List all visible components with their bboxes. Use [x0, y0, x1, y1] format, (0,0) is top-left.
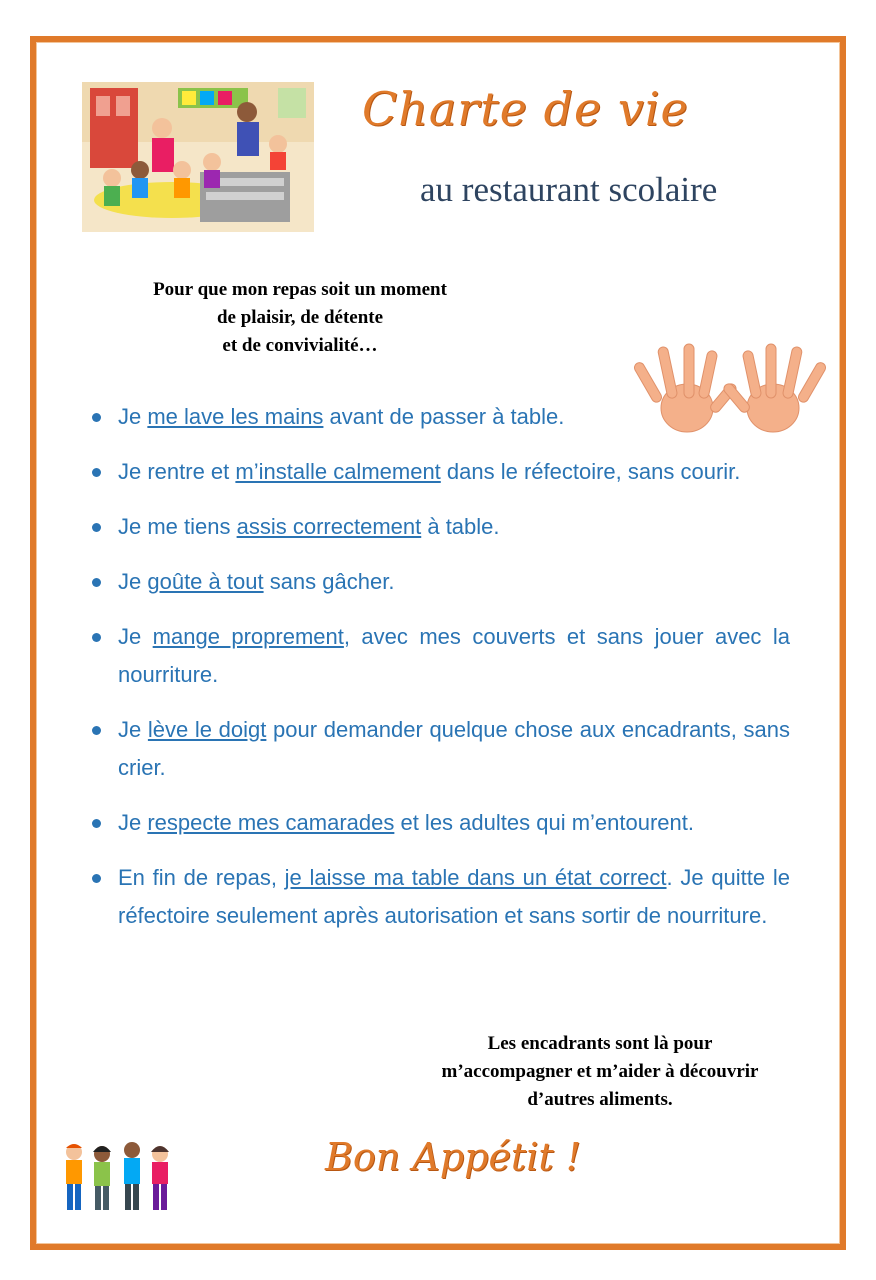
closing-line: m’accompagner et m’aider à découvrir [441, 1061, 759, 1082]
children-illustration [58, 1140, 178, 1214]
rule-item: Je mange proprement, avec mes couverts et sans jouer avec la nourriture. [88, 618, 790, 694]
rule-keyword: respecte mes camarades [147, 810, 395, 835]
rule-keyword: m’installe calmement [235, 459, 441, 484]
canteen-illustration [82, 82, 314, 232]
rule-keyword: mange proprement [152, 624, 344, 649]
rules-list [88, 398, 790, 952]
closing-text [400, 1030, 800, 1114]
bon-appetit-text: Bon Appétit ! [325, 1135, 581, 1179]
rule-keyword: me lave les mains [147, 404, 324, 429]
rule-item: Je me lave les mains avant de passer à table. [88, 398, 790, 436]
closing-line: Les encadrants sont là pour [487, 1033, 713, 1054]
intro-line: Pour que mon repas soit un moment [153, 279, 447, 300]
intro-text [100, 276, 500, 360]
rule-keyword: goûte à tout [147, 569, 264, 594]
rule-keyword: assis correctement [236, 514, 422, 539]
rule-item: Je me tiens assis correctement à table. [88, 508, 790, 546]
page-title: Charte de vie [362, 82, 689, 136]
rule-keyword: lève le doigt [147, 717, 267, 742]
rule-item: Je goûte à tout sans gâcher. [88, 563, 790, 601]
rule-item: En fin de repas, je laisse ma table dans un état correct. Je quitte le réfectoire seulement après autorisation et sans sortir de nourriture. [88, 859, 790, 935]
closing-line: d’autres aliments. [527, 1089, 673, 1110]
intro-line: et de convivialité… [222, 335, 378, 356]
rule-item: Je rentre et m’installe calmement dans le réfectoire, sans courir. [88, 453, 790, 491]
rule-keyword: je laisse ma table dans un état correct [284, 865, 667, 890]
intro-line: de plaisir, de détente [216, 307, 384, 328]
rule-item: Je respecte mes camarades et les adultes qui m’entourent. [88, 804, 790, 842]
page-subtitle: au restaurant scolaire [420, 170, 718, 209]
rule-item: Je lève le doigt pour demander quelque chose aux encadrants, sans crier. [88, 711, 790, 787]
